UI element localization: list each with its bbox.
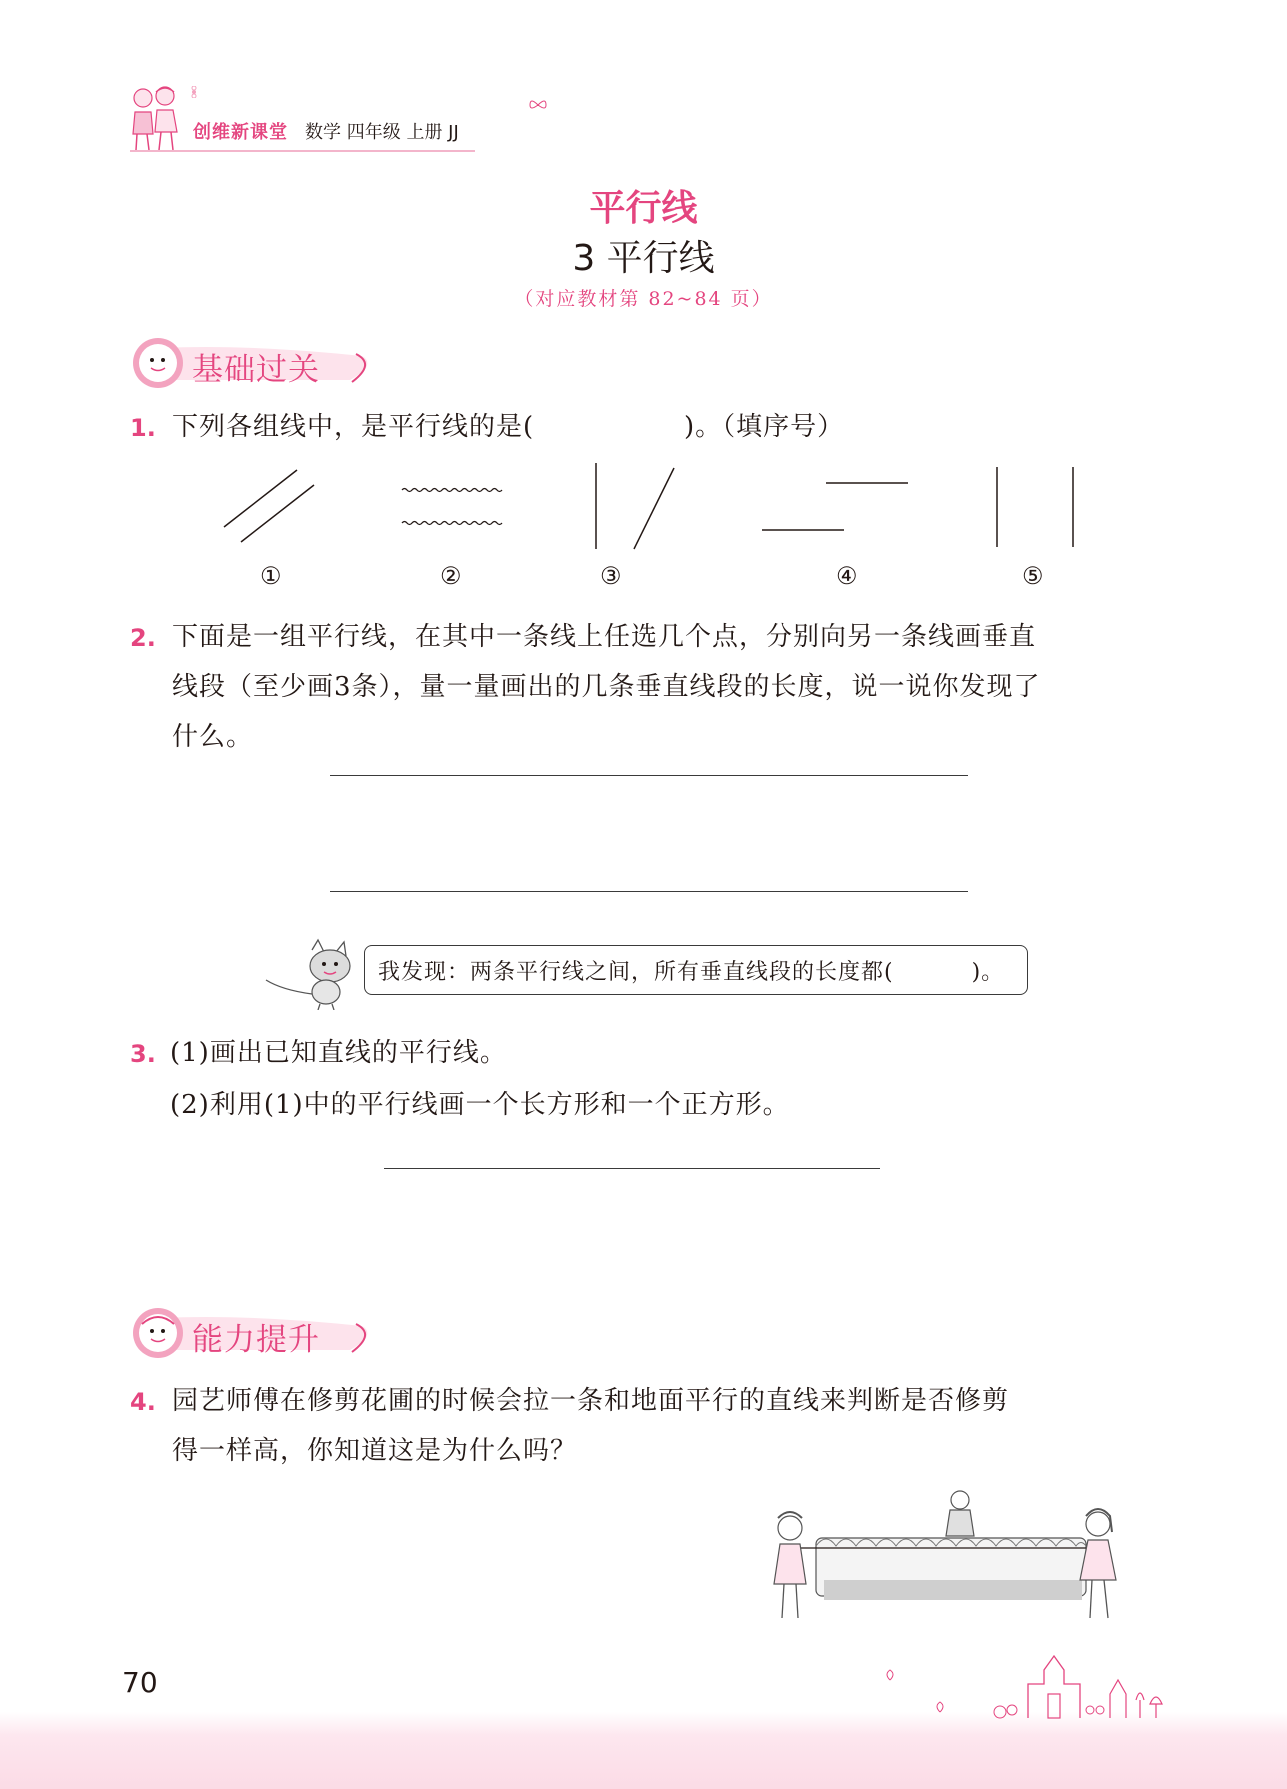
figure-2-wavy-lines xyxy=(402,489,502,525)
figure-label-1: ① xyxy=(260,562,282,590)
q2-line-2: 线段（至少画3条），量一量画出的几条垂直线段的长度，说一说你发现了 xyxy=(172,672,1041,702)
figure-label-5: ⑤ xyxy=(1022,562,1044,590)
q4-number: 4. xyxy=(130,1388,156,1416)
section-advanced-header xyxy=(130,1306,375,1360)
q1-number: 1. xyxy=(130,414,156,442)
q2-parallel-line-bottom[interactable] xyxy=(330,891,968,892)
hint-text-after: )。 xyxy=(971,960,1005,985)
section-advanced-title: 能力提升 xyxy=(192,1322,320,1358)
q1-text-after: )。（填序号） xyxy=(684,412,845,442)
figure-label-3: ③ xyxy=(600,562,622,590)
section-basic-header xyxy=(130,336,375,390)
figure-label-4: ④ xyxy=(836,562,858,590)
hint-text-before: 我发现：两条平行线之间，所有垂直线段的长度都( xyxy=(378,960,894,985)
butterfly-icon xyxy=(528,97,548,113)
cartoon-boy-badge-icon xyxy=(139,344,177,382)
figure-3-lines xyxy=(596,463,674,549)
q2-line-1: 下面是一组平行线，在其中一条线上任选几个点，分别向另一条线画垂直 xyxy=(172,622,1037,652)
q2-parallel-line-top[interactable] xyxy=(330,775,968,776)
q1-answer-blank[interactable] xyxy=(565,418,683,448)
header-divider xyxy=(130,150,475,152)
page-number: 70 xyxy=(122,1666,158,1699)
unit-title: 平行线 xyxy=(589,188,698,229)
q3-line-2: (2)利用(1)中的平行线画一个长方形和一个正方形。 xyxy=(170,1090,790,1120)
cartoon-girl-badge-icon xyxy=(139,1314,177,1352)
section-basic-title: 基础过关 xyxy=(192,352,320,388)
hint-text xyxy=(378,955,1004,986)
cartoon-cat-icon xyxy=(262,938,362,1010)
lesson-title: 3 平行线 xyxy=(572,238,715,279)
book-info: 数学 四年级 上册 JJ xyxy=(305,122,459,143)
q4-line-1: 园艺师傅在修剪花圃的时候会拉一条和地面平行的直线来判断是否修剪 xyxy=(172,1386,1010,1416)
figure-label-2: ② xyxy=(440,562,462,590)
q1-text-before: 下列各组线中，是平行线的是( xyxy=(172,412,535,442)
q2-number: 2. xyxy=(130,624,156,652)
q3-given-line[interactable] xyxy=(384,1168,880,1169)
brand-name: 创维新课堂 xyxy=(193,122,288,143)
q3-number: 3. xyxy=(130,1040,156,1068)
flower-icon xyxy=(188,86,200,98)
figure-4-lines xyxy=(762,483,908,530)
gardener-hedge-illustration xyxy=(760,1488,1130,1628)
figure-5-lines xyxy=(997,467,1073,547)
q1-line-figures xyxy=(0,455,1287,555)
q4-line-2: 得一样高，你知道这是为什么吗？ xyxy=(172,1436,578,1466)
footer-band xyxy=(0,1712,1287,1789)
q2-line-3: 什么。 xyxy=(172,722,254,752)
textbook-reference: （对应教材第 82~84 页） xyxy=(514,288,773,310)
q3-line-1: (1)画出已知直线的平行线。 xyxy=(170,1038,507,1068)
figure-1-lines xyxy=(224,470,314,542)
kids-illustration-icon xyxy=(125,84,183,154)
castle-doodle-icon xyxy=(880,1650,1180,1720)
